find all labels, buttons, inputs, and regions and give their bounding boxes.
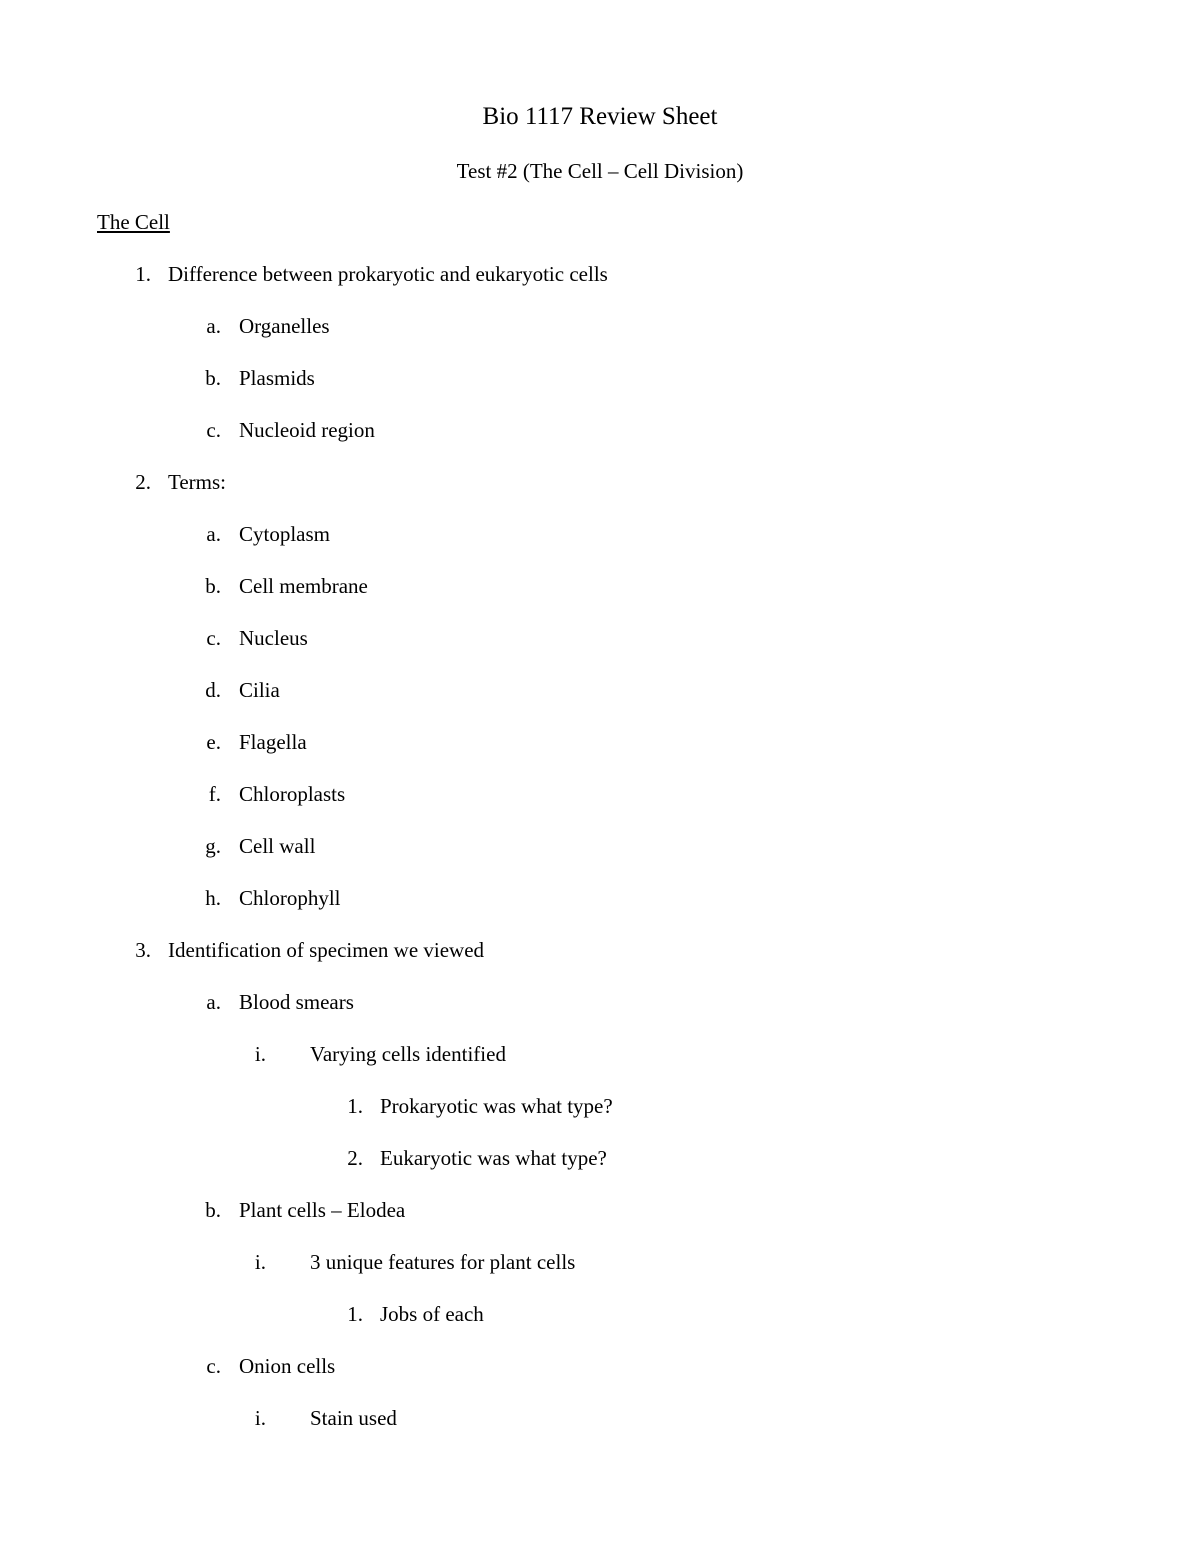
list-item-text: Jobs of each: [380, 1302, 484, 1326]
list-item: [0, 1247, 1200, 1277]
list-item-marker: 3.: [135, 938, 151, 962]
list-item-marker: d.: [205, 678, 221, 702]
list-item: [0, 779, 1200, 809]
list-item-marker: 2.: [347, 1146, 363, 1170]
list-item-text: Cilia: [239, 678, 280, 702]
list-item: [0, 571, 1200, 601]
document-title: Bio 1117 Review Sheet: [482, 103, 718, 130]
list-item: [0, 1039, 1200, 1069]
list-item-text: Plant cells – Elodea: [239, 1198, 406, 1222]
list-item: [0, 1299, 1200, 1329]
list-item-text: Flagella: [239, 730, 307, 754]
list-item: [0, 519, 1200, 549]
list-item-marker: 1.: [347, 1302, 363, 1326]
list-item-marker: c.: [206, 626, 221, 650]
list-item-marker: a.: [206, 314, 221, 338]
list-item: [0, 935, 1200, 965]
list-item-marker: i.: [254, 1406, 266, 1430]
list-item-text: Varying cells identified: [310, 1042, 506, 1066]
list-item: [0, 363, 1200, 393]
list-item: [0, 467, 1200, 497]
document-subtitle: Test #2 (The Cell – Cell Division): [456, 159, 744, 183]
list-item-marker: b.: [205, 366, 221, 390]
list-item: [0, 727, 1200, 757]
list-item: [0, 1195, 1200, 1225]
list-item-text: Plasmids: [239, 366, 315, 390]
list-item-marker: 2.: [135, 470, 151, 494]
list-item-text: 3 unique features for plant cells: [310, 1250, 576, 1274]
list-item-marker: a.: [206, 522, 221, 546]
list-item-marker: g.: [205, 834, 221, 858]
list-item-text: Cell wall: [239, 834, 316, 858]
list-item-text: Stain used: [310, 1406, 397, 1430]
list-item-text: Chloroplasts: [239, 782, 346, 806]
list-item-text: Cytoplasm: [239, 522, 331, 546]
list-item-marker: 1.: [347, 1094, 363, 1118]
list-item-marker: 1.: [135, 262, 151, 286]
list-item: [0, 883, 1200, 913]
list-item-marker: c.: [206, 1354, 221, 1378]
list-item-marker: b.: [205, 1198, 221, 1222]
list-item: [0, 831, 1200, 861]
list-item-text: Eukaryotic was what type?: [380, 1146, 607, 1170]
list-item: [0, 259, 1200, 289]
list-item: [0, 415, 1200, 445]
list-item-text: Nucleoid region: [239, 418, 375, 442]
list-item-marker: b.: [205, 574, 221, 598]
list-item: [0, 987, 1200, 1017]
list-item-text: Identification of specimen we viewed: [168, 938, 485, 962]
list-item-text: Difference between prokaryotic and eukaryotic cells: [168, 262, 608, 286]
list-item-text: Organelles: [239, 314, 330, 338]
list-item-text: Nucleus: [239, 626, 308, 650]
list-item: [0, 1403, 1200, 1433]
list-item: [0, 1351, 1200, 1381]
list-item-text: Prokaryotic was what type?: [380, 1094, 613, 1118]
list-item-marker: f.: [208, 782, 221, 806]
list-item-text: Chlorophyll: [239, 886, 341, 910]
list-item-marker: c.: [206, 418, 221, 442]
list-item: [0, 1091, 1200, 1121]
list-item-text: Blood smears: [239, 990, 354, 1014]
list-item: [0, 623, 1200, 653]
list-item-marker: i.: [254, 1250, 266, 1274]
section-heading: The Cell: [97, 210, 170, 234]
list-item-marker: h.: [205, 886, 221, 910]
list-item-text: Onion cells: [239, 1354, 336, 1378]
list-item: [0, 675, 1200, 705]
list-item-marker: e.: [206, 730, 221, 754]
list-item-text: Terms:: [168, 470, 227, 494]
list-item: [0, 311, 1200, 341]
list-item-marker: i.: [254, 1042, 266, 1066]
list-item-text: Cell membrane: [239, 574, 368, 598]
list-item: [0, 1143, 1200, 1173]
list-item-marker: a.: [206, 990, 221, 1014]
